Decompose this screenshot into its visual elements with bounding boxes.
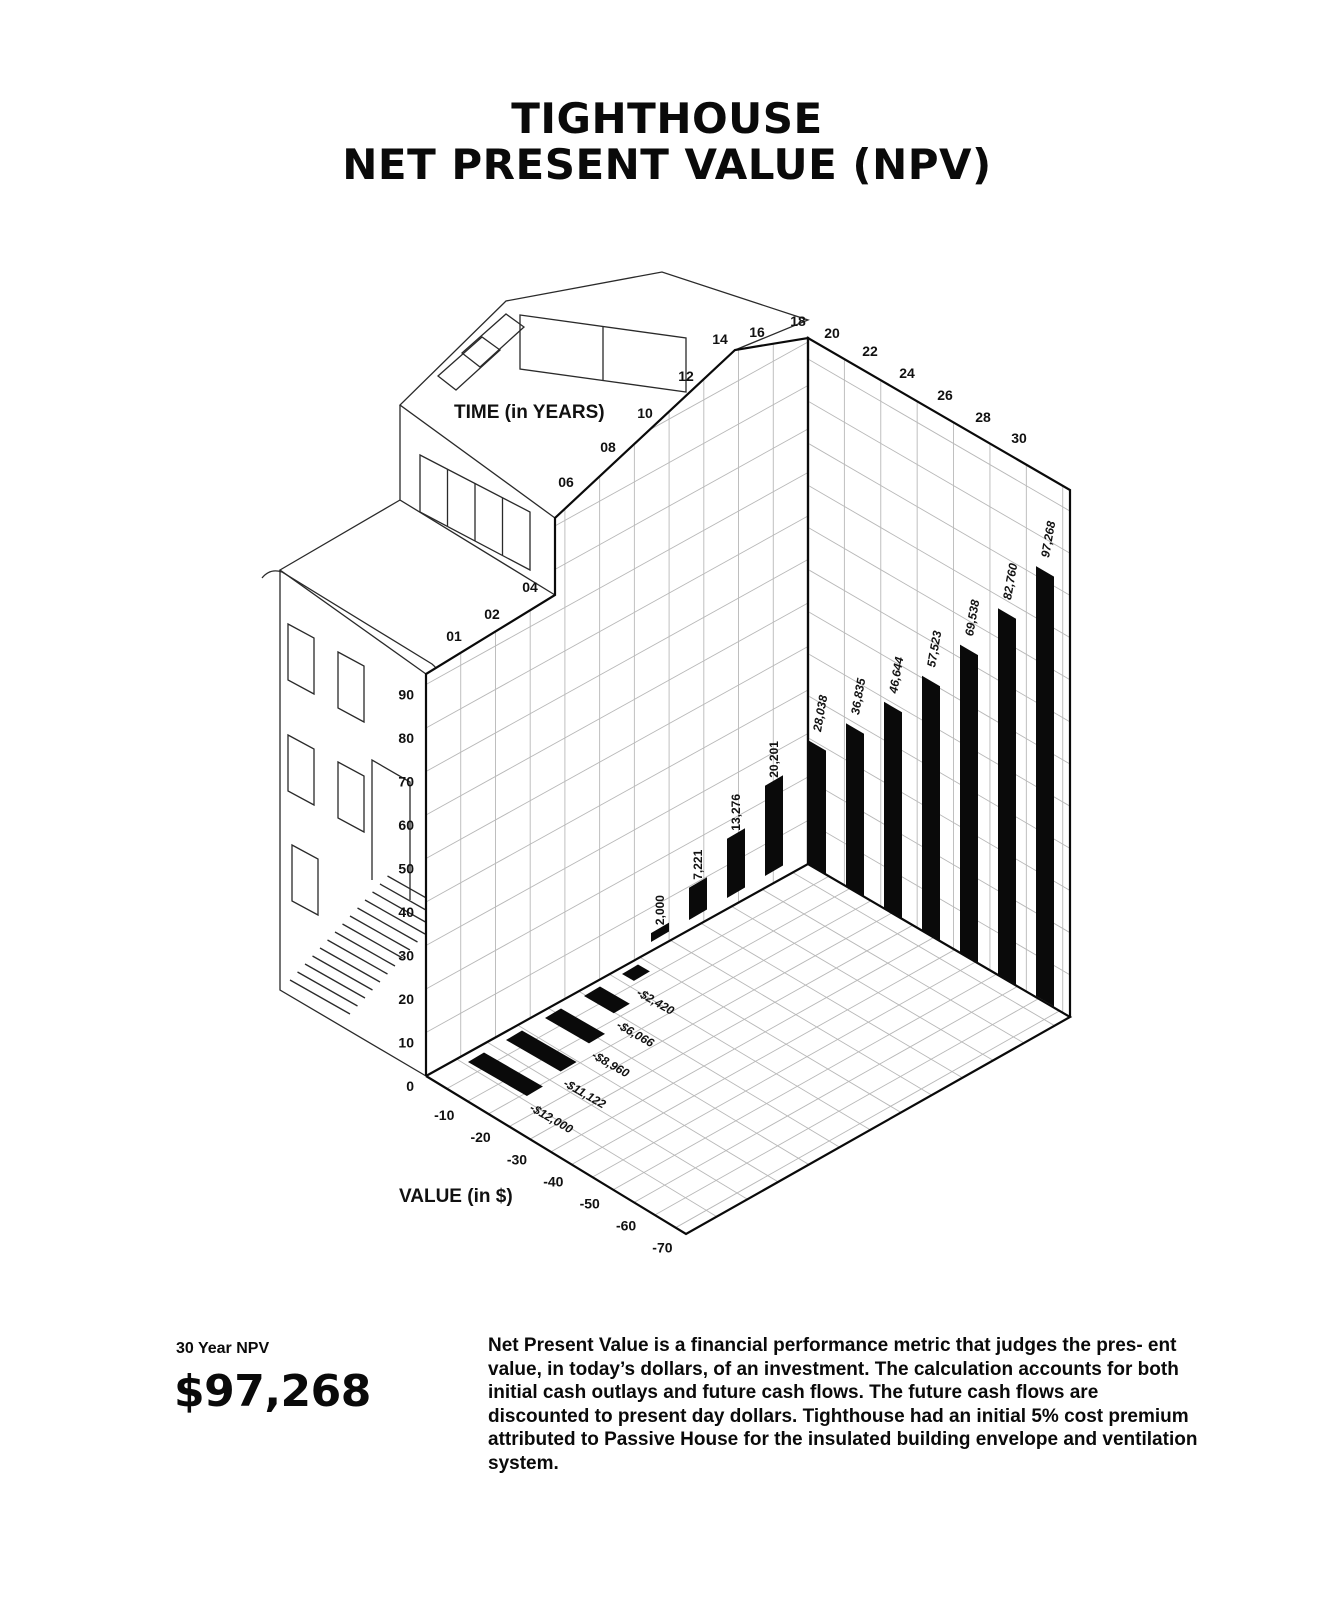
front-roof-edge — [280, 500, 426, 674]
x-tick-label: 18 — [790, 313, 806, 329]
y-tick-label: 70 — [398, 773, 414, 790]
y-tick-label: 50 — [398, 860, 414, 877]
chart-title-line-2: NET PRESENT VALUE (NPV) — [342, 140, 992, 189]
negative-bar-label: -$12,000 — [527, 1100, 576, 1137]
y-tick-label: 0 — [406, 1078, 414, 1094]
y-tick-label-negative: -70 — [652, 1239, 673, 1256]
positive-bar-label: 7,221 — [691, 849, 705, 880]
chart-title-line-1: TIGHTHOUSE — [511, 94, 823, 143]
x-tick-label: 24 — [899, 365, 915, 381]
right-wall-gridline — [808, 401, 1070, 553]
npv-caption: 30 Year NPV — [176, 1340, 270, 1357]
negative-bar-label: -$8,960 — [589, 1047, 632, 1081]
x-tick-label: 14 — [712, 331, 728, 347]
positive-bar — [765, 775, 783, 876]
npv-description: Net Present Value is a financial performance metric that judges the pres- ent value, in today’s dollars, of an investment. The calculation accounts for both initial cash outlays and future cash flows. The future cash flows are discounted to present day dollars. Tighthouse had an initial 5% cost premium attributed to Passive House for the insulated building envelope and ventilation system. — [488, 1335, 1198, 1474]
x-tick-label: 20 — [824, 325, 840, 341]
positive-bar — [846, 723, 864, 896]
x-tick-label: 06 — [558, 474, 574, 490]
positive-bar — [998, 608, 1016, 984]
positive-bar — [960, 645, 978, 963]
positive-bar-label: 57,523 — [924, 629, 945, 669]
positive-bar — [922, 676, 940, 941]
positive-bar-label: 2,000 — [653, 895, 667, 926]
x-tick-label: 04 — [522, 579, 538, 595]
y-tick-label: 10 — [398, 1034, 414, 1051]
x-tick-label: 26 — [937, 387, 953, 403]
positive-bar-label: 69,538 — [962, 598, 983, 638]
y-tick-label-negative: -20 — [470, 1129, 491, 1146]
positive-bar-label: 82,760 — [1000, 562, 1021, 601]
y-tick-label-negative: -60 — [615, 1217, 637, 1234]
x-axis-title: TIME (in YEARS) — [454, 402, 605, 423]
x-tick-label: 28 — [975, 409, 991, 425]
right-wall-gridline — [808, 359, 1070, 511]
x-tick-label: 01 — [446, 628, 462, 644]
positive-bar-label: 13,276 — [729, 793, 743, 831]
y-tick-label: 30 — [398, 947, 414, 964]
x-tick-label: 02 — [484, 606, 500, 622]
y-tick-label: 80 — [398, 730, 414, 746]
positive-bar-label: 28,038 — [810, 694, 831, 733]
dormer-wall — [400, 405, 555, 595]
right-wall-gridline — [808, 485, 1070, 637]
negative-bar-label: -$2,420 — [634, 985, 677, 1018]
positive-bar — [727, 828, 745, 898]
y-tick-label-negative: -40 — [543, 1173, 564, 1190]
y-tick-label: 40 — [398, 904, 414, 920]
negative-bar — [468, 1053, 543, 1097]
y-tick-label: 90 — [398, 686, 414, 703]
skylight-2 — [462, 314, 524, 367]
positive-bar-label: 36,835 — [848, 677, 869, 716]
positive-bar — [808, 740, 826, 874]
negative-bar — [545, 1009, 605, 1044]
npv-total-value: $97,268 — [174, 1366, 371, 1417]
positive-bar — [884, 702, 902, 919]
x-tick-label: 16 — [749, 324, 765, 340]
y-tick-label: 20 — [398, 991, 414, 1007]
negative-bar-label: -$6,066 — [614, 1017, 657, 1051]
positive-bar-label: 97,268 — [1038, 520, 1059, 559]
y-tick-label-negative: -10 — [434, 1107, 455, 1124]
negative-bar — [506, 1031, 577, 1072]
facade-window — [338, 652, 364, 722]
facade-window — [288, 624, 314, 694]
positive-bar-label: 20,201 — [767, 741, 781, 778]
positive-bar-label: 46,644 — [886, 655, 907, 695]
facade-window — [338, 762, 364, 832]
y-tick-label-negative: -50 — [579, 1195, 600, 1212]
facade-window — [292, 845, 318, 915]
facade-window — [288, 735, 314, 805]
skylight-1 — [438, 337, 500, 390]
x-tick-label: 30 — [1011, 430, 1027, 446]
negative-bar-label: -$11,122 — [561, 1075, 609, 1112]
y-tick-label-negative: -30 — [506, 1151, 528, 1168]
x-tick-label: 22 — [862, 343, 878, 359]
x-tick-label: 08 — [600, 439, 616, 455]
x-tick-label: 10 — [637, 405, 653, 421]
y-tick-label: 60 — [398, 817, 414, 833]
left-wall-panel — [426, 338, 808, 1076]
x-tick-label: 12 — [678, 368, 694, 384]
y-axis-title: VALUE (in $) — [399, 1186, 513, 1207]
positive-bar — [1036, 566, 1054, 1006]
